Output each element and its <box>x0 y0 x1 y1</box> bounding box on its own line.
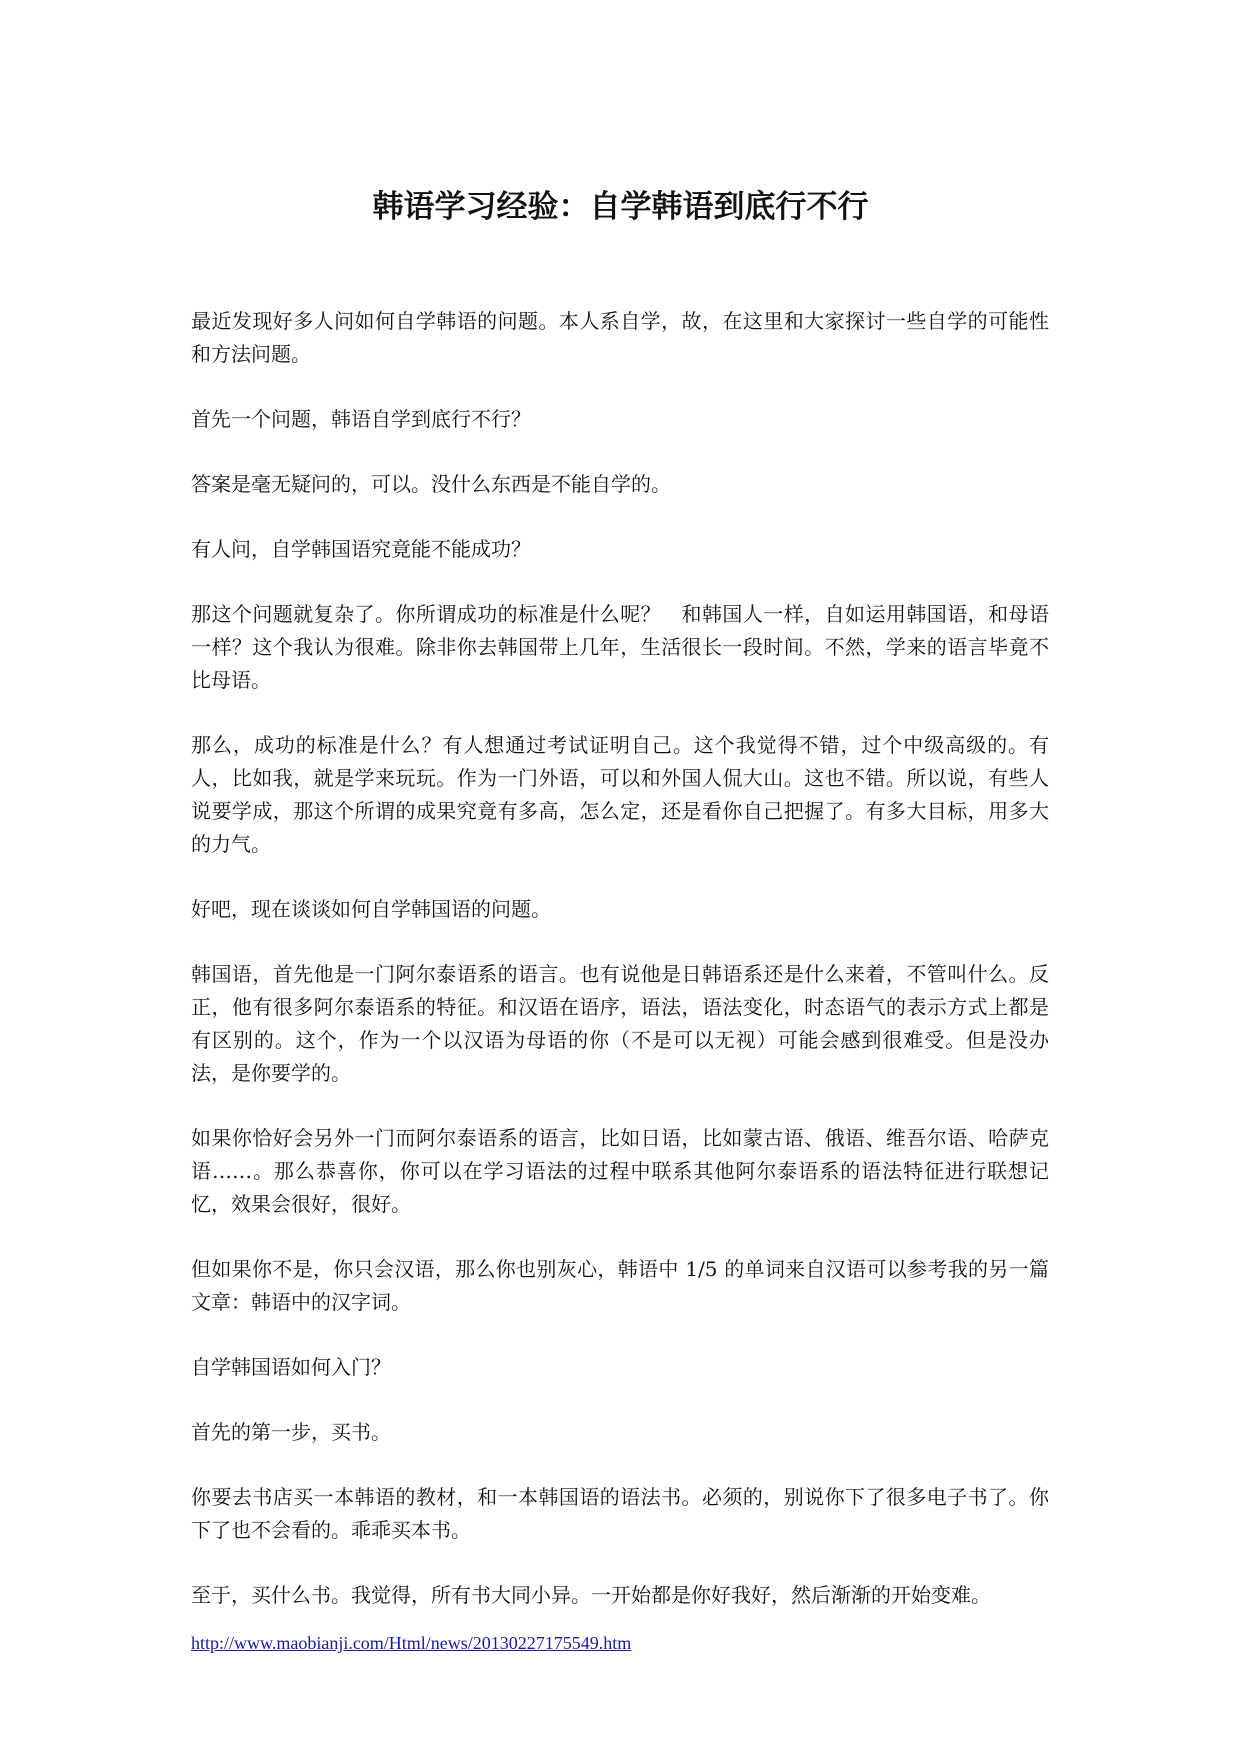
paragraph: 有人问，自学韩国语究竟能不能成功？ <box>191 537 531 561</box>
paragraph: 如果你恰好会另外一门而阿尔泰语系的语言，比如日语，比如蒙古语、俄语、维吾尔语、哈萨克语……。那么恭喜你，你可以在学习语法的过程中联系其他阿尔泰语系的语法特征进行联想记忆，效果会很好，很好。 <box>191 1126 1049 1216</box>
paragraph: 那这个问题就复杂了。你所谓成功的标准是什么呢？ 和韩国人一样，自如运用韩国语，和母语一样？这个我认为很难。除非你去韩国带上几年，生活很长一段时间。不然，学来的语言毕竟不比母语。 <box>191 602 1049 692</box>
paragraph: 首先的第一步，买书。 <box>191 1420 391 1444</box>
paragraph: 你要去书店买一本韩语的教材，和一本韩国语的语法书。必须的，别说你下了很多电子书了。你下了也不会看的。乖乖买本书。 <box>191 1485 1049 1542</box>
paragraph: 答案是毫无疑问的，可以。没什么东西是不能自学的。 <box>191 472 671 496</box>
paragraph: 首先一个问题，韩语自学到底行不行？ <box>191 407 531 431</box>
paragraph: 但如果你不是，你只会汉语，那么你也别灰心，韩语中 1/5 的单词来自汉语可以参考我的另一篇文章：韩语中的汉字词。 <box>191 1257 1049 1314</box>
document-body <box>191 305 1049 1644</box>
document-title: 韩语学习经验：自学韩语到底行不行 <box>372 189 869 225</box>
paragraph: 自学韩国语如何入门？ <box>191 1355 391 1379</box>
paragraph: 最近发现好多人问如何自学韩语的问题。本人系自学，故，在这里和大家探讨一些自学的可能性和方法问题。 <box>191 309 1049 366</box>
paragraph: 至于，买什么书。我觉得，所有书大同小异。一开始都是你好我好，然后渐渐的开始变难。 <box>191 1583 991 1607</box>
paragraph: 韩国语，首先他是一门阿尔泰语系的语言。也有说他是日韩语系还是什么来着，不管叫什么。反正，他有很多阿尔泰语系的特征。和汉语在语序，语法，语法变化，时态语气的表示方式上都是有区别的。这个，作为一个以汉语为母语的你（不是可以无视）可能会感到很难受。但是没办法，是你要学的。 <box>191 962 1049 1085</box>
paragraph: 好吧，现在谈谈如何自学韩国语的问题。 <box>191 897 551 921</box>
paragraph: 那么，成功的标准是什么？有人想通过考试证明自己。这个我觉得不错，过个中级高级的。有人，比如我，就是学来玩玩。作为一门外语，可以和外国人侃大山。这也不错。所以说，有些人说要学成，那这个所谓的成果究竟有多高，怎么定，还是看你自己把握了。有多大目标，用多大的力气。 <box>191 733 1049 856</box>
source-url-link[interactable]: http://www.maobianji.com/Html/news/20130227175549.htm <box>191 1633 632 1653</box>
